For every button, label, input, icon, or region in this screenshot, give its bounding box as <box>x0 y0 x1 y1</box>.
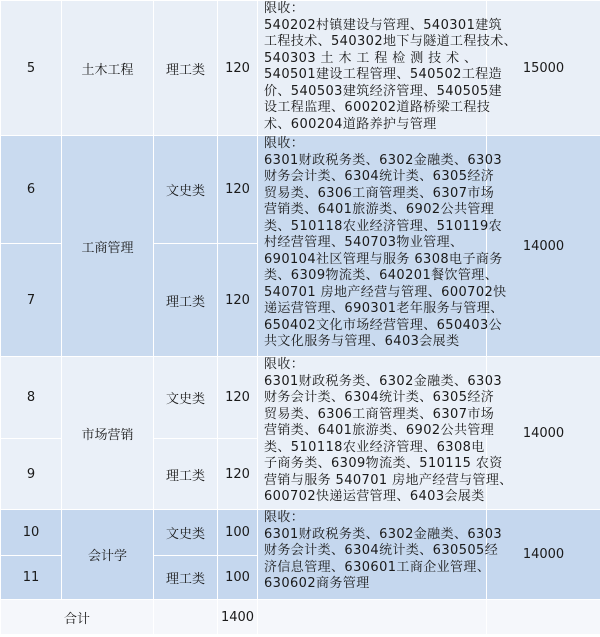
requirement-line: 营销与服务 540701 房地产经营与管理、 <box>264 472 513 488</box>
requirement-line: 财务会计类、6304统计类、6305经济 <box>264 390 495 405</box>
requirement-line: 600702快递运营管理、6403会展类 <box>264 489 485 504</box>
requirement-line: 济信息管理、630601工商企业管理、 <box>264 559 491 575</box>
admission-requirements <box>258 1 518 136</box>
requirement-line: 540202村镇建设与管理、540301建筑 <box>264 17 503 33</box>
requirement-line: 财务会计类、6304统计类、6305经济 <box>264 169 495 184</box>
enrollment-count: 120 <box>218 439 258 510</box>
requirement-line: 6301财政税务类、6302金融类、6303 <box>264 152 503 168</box>
subject-category: 文史类 <box>154 357 218 439</box>
tuition-fee: 14000 <box>487 136 600 357</box>
table-row <box>1 510 600 556</box>
row-number: 6 <box>1 136 62 244</box>
major-name: 市场营销 <box>62 357 154 510</box>
requirement-line: 子商务类、6309物流类、510115 农资 <box>264 456 503 471</box>
row-number: 5 <box>1 1 62 136</box>
table-row <box>1 357 600 439</box>
enrollment-count: 100 <box>218 556 258 600</box>
requirement-line: 630602商务管理 <box>264 576 370 591</box>
requirement-line: 限收： <box>264 1 305 16</box>
major-name: 工商管理 <box>62 136 154 357</box>
enrollment-count: 100 <box>218 510 258 556</box>
requirement-line: 递运营管理、690301老年服务与管理、 <box>264 301 504 316</box>
requirement-line: 限收： <box>264 510 305 525</box>
major-name: 会计学 <box>62 510 154 600</box>
row-number: 11 <box>1 556 62 600</box>
requirement-line: 限收： <box>264 136 305 151</box>
subject-category: 理工类 <box>154 1 218 136</box>
subject-category: 理工类 <box>154 244 218 357</box>
requirement-line: 术、600204道路养护与管理 <box>264 116 437 132</box>
subject-category: 文史类 <box>154 136 218 244</box>
admission-requirements <box>258 510 503 600</box>
enrollment-count: 120 <box>218 357 258 439</box>
requirement-line: 设工程监理、600202道路桥梁工程技 <box>264 100 491 115</box>
row-number: 9 <box>1 439 62 510</box>
requirement-line: 6301财政税务类、6302金融类、6303 <box>264 373 503 389</box>
requirement-line: 工程技术、540302地下与隧道工程技术、 <box>264 34 518 49</box>
enrollment-count: 120 <box>218 136 258 244</box>
total-label: 合计 <box>1 600 154 635</box>
requirement-line: 贸易类、6306工商管理类、6307市场 <box>264 406 495 422</box>
tuition-fee: 14000 <box>487 357 600 510</box>
requirement-line: 财务会计类、6304统计类、630505经 <box>264 543 499 558</box>
requirement-line: 540303 土 木 工 程 检 测 技 术 、 <box>264 50 478 66</box>
requirement-line: 共文化服务与管理、6403会展类 <box>264 334 460 349</box>
row-number: 8 <box>1 357 62 439</box>
requirement-line: 村经营管理、540703物业管理、 <box>264 235 464 250</box>
requirement-line: 540501建设工程管理、540502工程造 <box>264 67 503 82</box>
enrollment-count: 120 <box>218 1 258 136</box>
requirement-line: 6301财政税务类、6302金融类、6303 <box>264 526 503 542</box>
row-number: 10 <box>1 510 62 556</box>
requirement-line: 限收： <box>264 357 305 372</box>
total-count: 1400 <box>218 600 258 635</box>
total-row <box>1 600 600 635</box>
admission-requirements <box>258 357 513 510</box>
tuition-fee: 15000 <box>487 1 600 136</box>
subject-category: 理工类 <box>154 439 218 510</box>
requirement-line: 营销类、6401旅游类、6902公共管理 <box>264 423 495 438</box>
requirement-line: 类、510118农业经济管理、6308电 <box>264 439 485 455</box>
requirement-line: 690104社区管理与服务 6308电子商务 <box>264 251 503 267</box>
tuition-fee: 14000 <box>487 510 600 600</box>
requirement-line: 类、6309物流类、640201餐饮管理、 <box>264 268 499 283</box>
requirement-line: 贸易类、6306工商管理类、6307市场 <box>264 185 495 201</box>
requirement-line: 540701 房地产经营与管理、600702快 <box>264 284 507 300</box>
enrollment-count: 120 <box>218 244 258 357</box>
table-row <box>1 1 600 136</box>
requirement-line: 价、540503建筑经济管理、540505建 <box>264 83 503 99</box>
requirement-line: 类、510118农业经济管理、510119农 <box>264 218 503 234</box>
subject-category: 理工类 <box>154 556 218 600</box>
table-row <box>1 136 600 244</box>
subject-category: 文史类 <box>154 510 218 556</box>
row-number: 7 <box>1 244 62 357</box>
major-name: 土木工程 <box>62 1 154 136</box>
requirement-line: 营销类、6401旅游类、6902公共管理 <box>264 202 495 217</box>
admission-requirements <box>258 136 507 357</box>
requirement-line: 650402文化市场经营管理、650403公 <box>264 317 503 333</box>
